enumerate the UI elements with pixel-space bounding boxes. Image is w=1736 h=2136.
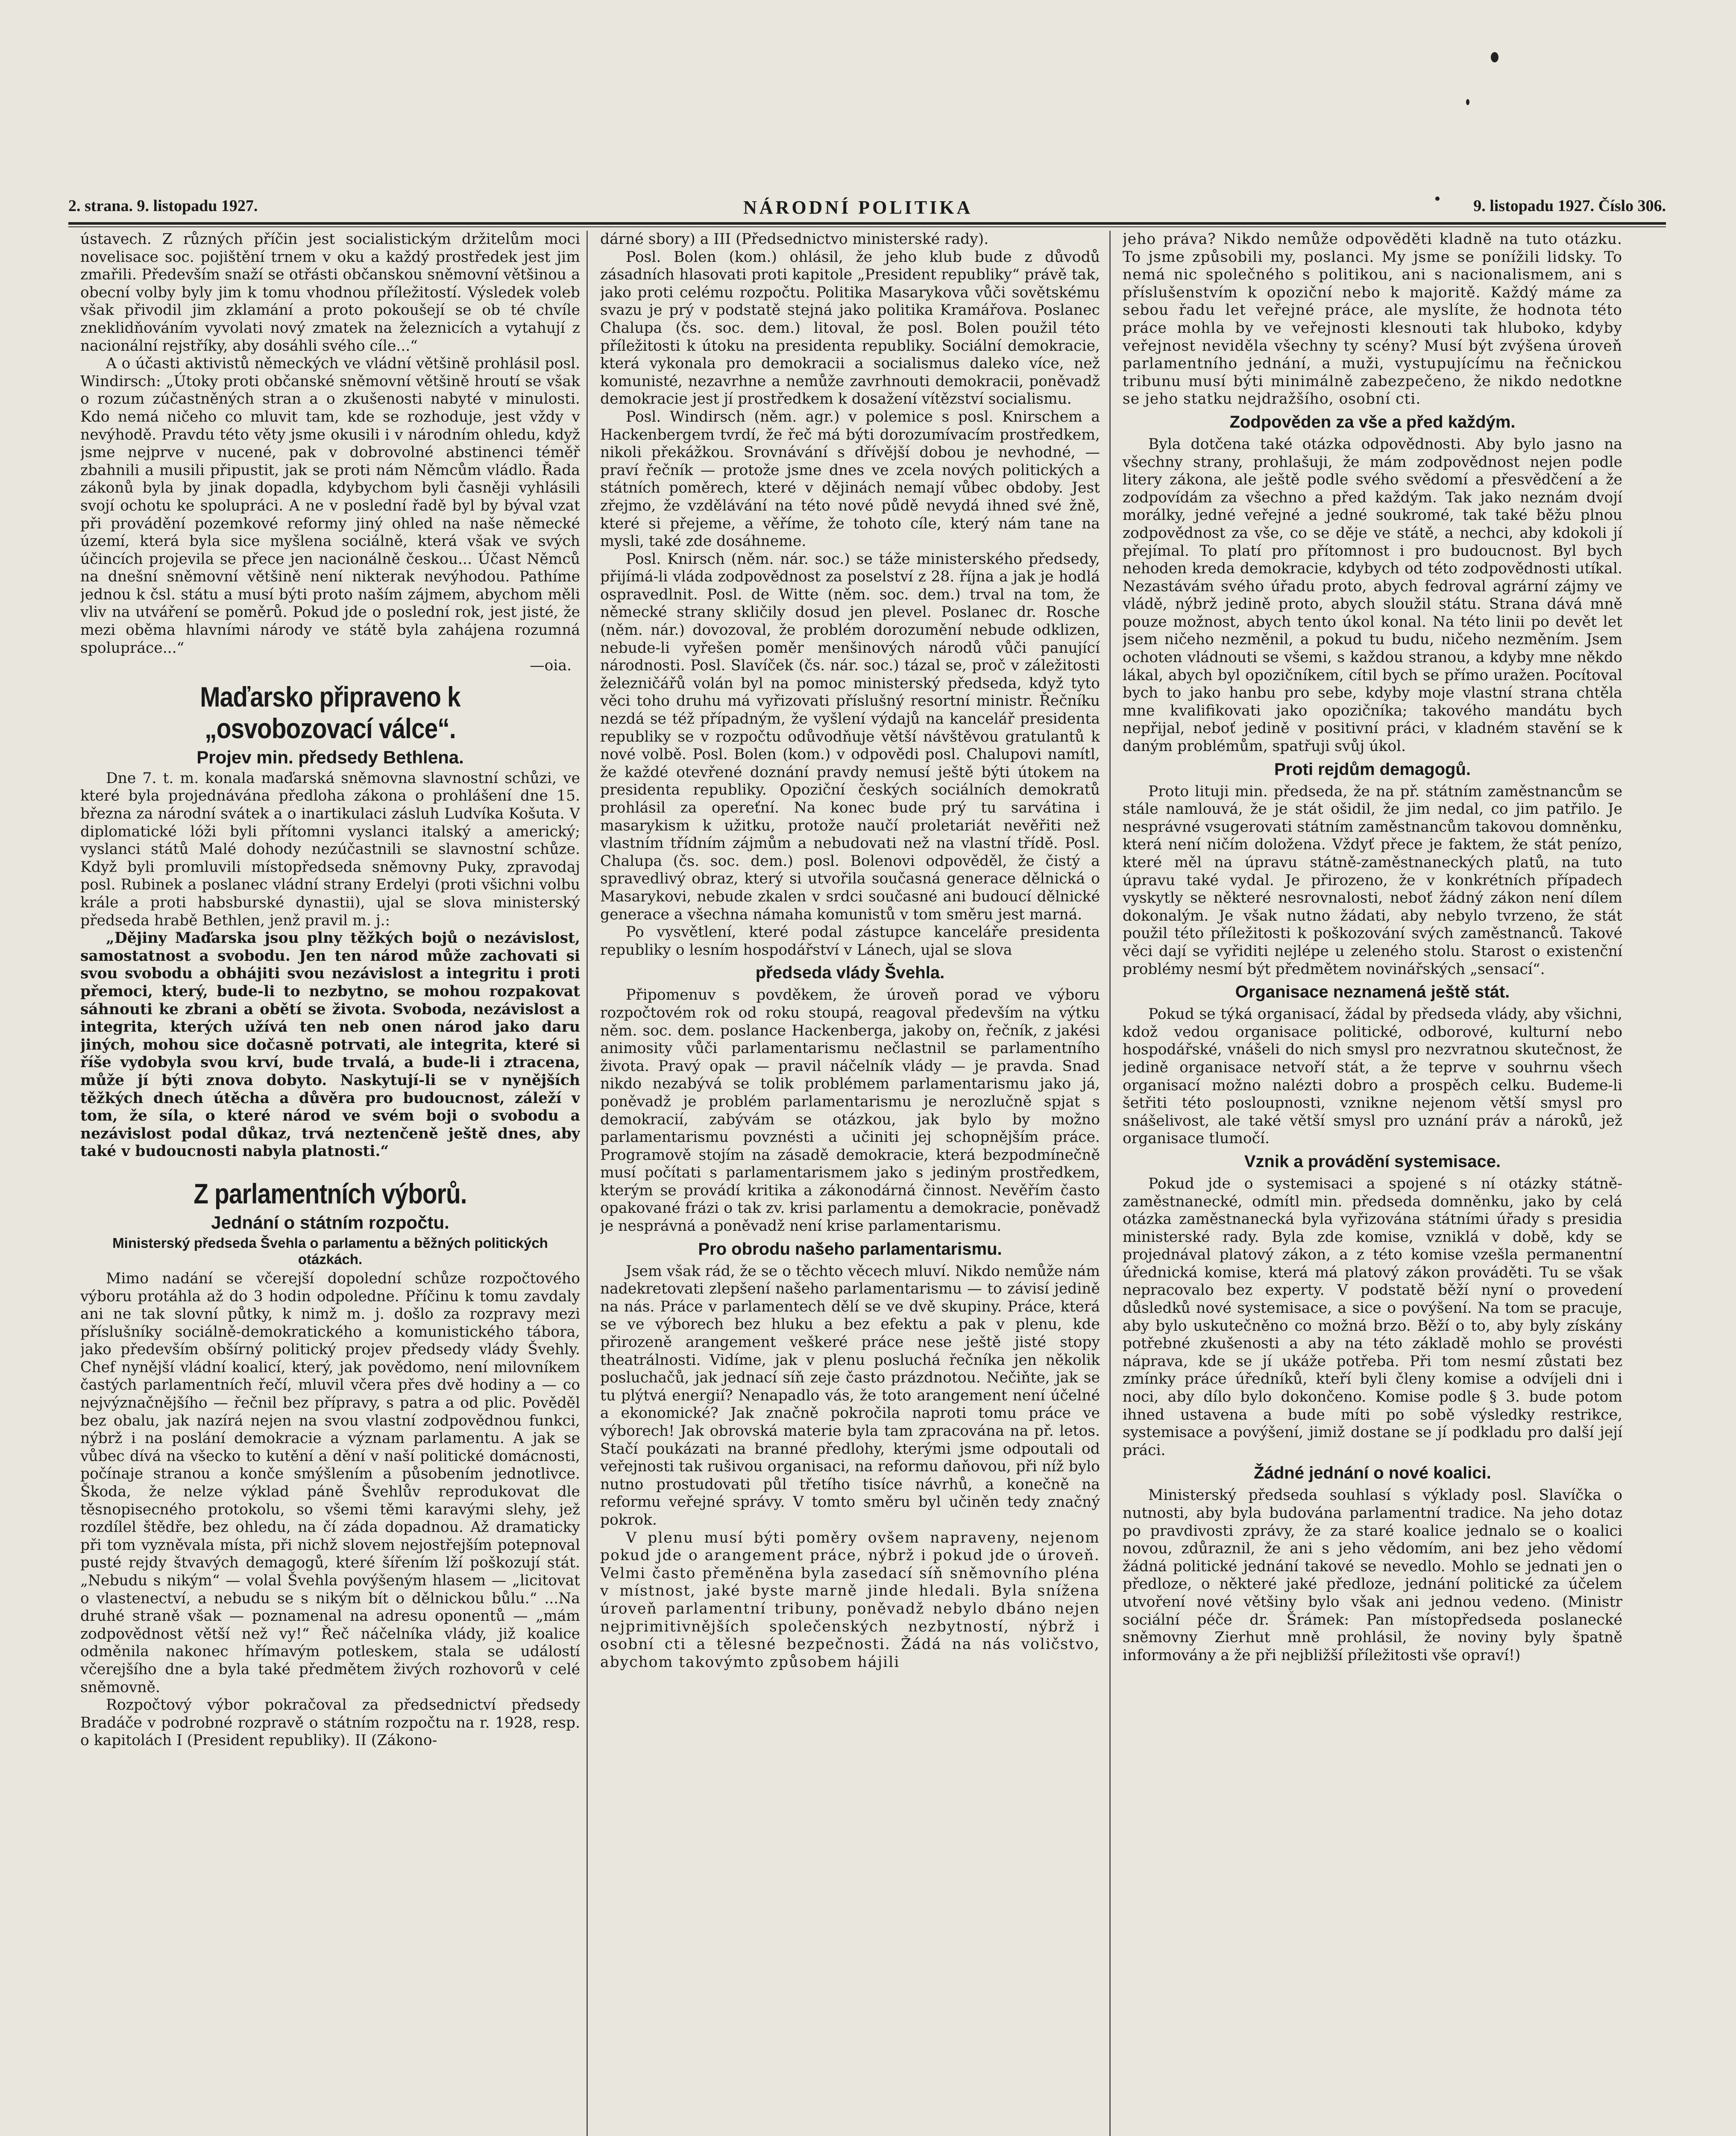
article-paragraph: Připomenuv s povděkem, že úroveň porad ve výboru rozpočtovém rok od roku stoupá, reagoval především na výtku něm. soc. dem. poslance Hackenberga, jakoby on, řečník, z jakési animosity vůči parlamentarismu nečlastnil se parlamentního života. Pravý opak — pravil náčelník vlády — je pravda. Snad nikdo nezabývá se tolik problémem parlamentarismu jako já, poněvadž je problém parlamentarismu je nerozlučně spjat s demokracií, zabývám se otázkou, jak bylo by možno parlamentarismu povznésti a učiniti jej schopnějším práce. Programově stojím na zásadě demokracie, která bezpodmínečně musí počítati s parlamentarismem jako s jediným prostředkem, kterým se provádí kritika a zákonodárná činnost. Nevěřím často opakované frázi o tak zv. krisi parlamentu a demokracie, poněvadž je nesprávná a poněvadž není krise parlamentarismu. [600, 986, 1100, 1235]
article-paragraph: Po vysvětlení, které podal zástupce kanceláře presidenta republiky o lesním hospodářství v Lánech, ujal se slova [600, 924, 1100, 959]
column-1 [80, 231, 580, 2136]
article-paragraph: Byla dotčena také otázka odpovědnosti. Aby bylo jasno na všechny strany, prohlašuji, že mám zodpovědnost nejen podle litery zákona, ale ještě podle svého svědomí a přesvědčení a že zodpovídám za všechno a před každým. Tak jako neznám dvojí morálky, jedné veřejné a jedné soukromé, tak také běžu plnou zodpovědnost za vše, co se děje ve státě, a nechci, aby kdokoli jí přejímal. To platí pro přítomnost i pro budoucnost. Byl bych nehoden kreda demokracie, kdybych od této zodpovědnosti utíkal. Nezastávám svého úřadu proto, abych fedroval agrární zájmy ve vládě, nýbrž jedině proto, abych sloužil státu. Strana dává mně pouze možnost, abych tento úkol konal. Na této linii po devět let jsem ničeho nezměnil, a pokud tu budu, ničeho nezměním. Jsem ochoten vládnouti se všemi, s každou stranou, a kdyby mne někdo lákal, abych byl opozičníkem, cítil bych se přímo uražen. Pocítoval bych to jako hanbu pro sebe, kdyby moje vlastní strana chtěla mne kvalifikovati jako opozičníka; takového mandátu bych nepřijal, neboť jedině v positivní práci, v kladném stavění se k daným problémům, spatřuji svůj úkol. [1123, 435, 1622, 755]
section-heading: Proti rejdům demagogů. [1274, 760, 1471, 779]
article-paragraph: Dne 7. t. m. konala maďarská sněmovna slavnostní schůzi, ve které byla projednávána předloha zákona o prohlášení dne 15. března za národní svátek a o inartikulaci zásluh Ludvíka Košuta. V diplomatické lóži byli přítomni vyslanci italský a americký; vyslanci států Malé dohody nezúčastnili se slavnostní schůze. Když byli promluvili místopředseda sněmovny Puky, zpravodaj posl. Rubinek a poslanec vládní strany Erdelyi (proti všichni volbu krále a proti habsburské dynastii), ujal se slova ministerský předseda hrabě Bethlen, jenž pravil m. j.: [80, 769, 580, 929]
subheadline-rozpoctu: Jednání o státním rozpočtu. [211, 1212, 449, 1232]
header-right: 9. listopadu 1927. Číslo 306. [1473, 197, 1666, 215]
ink-speck [1491, 52, 1498, 62]
column-divider [586, 231, 588, 2136]
section-heading: Žádné jednání o nové koalici. [1254, 1464, 1491, 1483]
ink-speck [1466, 99, 1469, 105]
article-paragraph: Rozpočtový výbor pokračoval za předsednictví předsedy Bradáče v podrobné rozpravě o státním rozpočtu na r. 1928, resp. o kapitolách I (President republiky). II (Zákono- [80, 1696, 580, 1749]
section-heading: Organisace neznamená ještě stát. [1235, 983, 1510, 1002]
article-signature: —oia. [530, 657, 572, 675]
article-paragraph: Jsem však rád, že se o těchto věcech mluví. Nikdo nemůže nám nadekretovati zlepšení našeho parlamentarismu — to závisí jedině na nás. Práce v parlamentech dělí se ve dvě skupiny. Práce, která se ve výborech bez hluku a bez efektu a pak v plenu, kde přirozeně arangement veškeré práce nese ještě jisté stopy theatrálnosti. Vidíme, jak v plenu posluchá řečníka jen několik posluchačů, jak jednací síň zeje často prázdnotou. Nečiňte, jak se tu plýtvá energií? Nenapadlo vás, že toto arangement není účelné a ekonomické? Jak značně pokročila naproti tomu práce ve výborech! Jak obrovská materie byla tam zpracována na př. letos. Stačí poukázati na branné předlohy, kterými jsme odpoutali od veřejnosti tak rušivou organisaci, na reformu daňovou, při níž bylo nutno prostudovati půl třetího tisíce návrhů, a konečně na reformu veřejné správy. V tomto směru byl učiněn tedy značný pokrok. [600, 1262, 1100, 1529]
section-heading: Zodpověden za vše a před každým. [1229, 412, 1516, 431]
subheadline-svehla: Ministerský předseda Švehla o parlamentu a běžných politických otázkách. [112, 1235, 548, 1267]
article-paragraph: Posl. Windirsch (něm. agr.) v polemice s posl. Knirschem a Hackenbergem tvrdí, že řeč má býti dorozumívacím prostředkem, nikoli překážkou. Srovnávání s dřívější dobou je nevhodné, — praví řečník — protože jsme dnes ve zcela nových politických a státních poměrech, které v dějinách nemají vůbec obdoby. Jest zřejmo, že vzdělávání na této nové půdě nevydá ihned své žně, které si přejeme, a věříme, že tohoto cíle, který nám tane na mysli, také zde dosáhneme. [600, 408, 1100, 550]
headline-vyboru: Z parlamentních výborů. [194, 1177, 467, 1209]
article-paragraph: jeho práva? Nikdo nemůže odpověděti kladně na tuto otázku. To jsme způsobili my, poslanci. My jsme se ponížili lidsky. To nemá nic společného s politikou, ani s nacionalismem, ani s příslušenstvím k opoziční nebo k majoritě. Každý máme za sebou řadu let veřejné práce, ale myslíte, že hodnota této práce mohla by ve veřejnosti klesnouti tak hluboko, kdyby veřejnost neviděla všechny ty scény? Musí být zvýšena úroveň parlamentního jednání, a muži, vystupujícímu na řečnickou tribunu musí býti minimálně zabezpečeno, že nikdo nedotkne se jeho statku nejdražšího, osobní cti. [1123, 231, 1622, 408]
column-3 [1123, 231, 1622, 2136]
article-paragraph: Mimo nadání se včerejší dopolední schůze rozpočtového výboru protáhla až do 3 hodin odpoledne. Příčinu k tomu zavdaly ani ne tak slovní půtky, k nimž m. j. došlo za rozpravy mezi příslušníky sociálně-demokratického a komunistického tábora, jako především obšírný politický projev předsedy vlády Švehly. Chef nynější vládní koalicí, který, jak povědomo, není milovníkem častých parlamentních řečí, mluvil včera přes dvě hodiny a — co nejvýznačnějšího — řečnil bez přípravy, s patra a od plic. Pověděl bez obalu, jak nazírá nejen na svou vlastní zodpovědnou funkci, nýbrž i na poslání demokracie a význam parlamentu. A jak se vůbec dívá na všecko to kutění a dění v naší politické domácnosti, počínaje stranou a konče smýšlením a působením jednotlivce. Škoda, že nelze výklad páně Švehlův reprodukovat dle těsnopisecného protokolu, so všemi těmi karavými slehy, jež rozdílel štědře, bez ohledu, na čí záda dopadnou. Až dramaticky při tom vyzněvala místa, při nichž slovem nejostřejším potepnoval pusté rejdy štvavých demagogů, které šířením lží poškozují stát. „Nebudu s nikým“ — volal Švehla povýšeným hlasem — „licitovat o vlastenectví, a nebudu se s nikým bít o dělnickou bůlu.“ ...Na druhé straně však — poznamenal na adresu oponentů — „mám zodpovědnost větší než vy!“ Řeč náčelníka vlády, již koalice odměnila nakonec hřímavým potleskem, stala se událostí včerejšího dne a byla také předmětem živých rozhovorů v celé sněmovně. [80, 1270, 580, 1696]
header-left: 2. strana. 9. listopadu 1927. [68, 197, 258, 215]
header-rule [68, 222, 1666, 225]
article-paragraph: ústavech. Z různých příčin jest socialistickým držitelům moci novelisace soc. pojištění trnem v oku a každý prostředek jest jim zmařili. Především snaží se otřásti občanskou sněmovní většinou a obecní volby byly jim k tomu vhodnou příležitostí. Výsledek voleb však přivodil jim zklamání a proto pokoušejí se ob té chvíle zneklidňováním vyvolati nový zmatek na železnicích a vytahují z nacionální rejstříky, aby dosáhli svého cíle...“ [80, 231, 580, 355]
article-paragraph: Pokud jde o systemisaci a spojené s ní otázky státně-zaměstnanecké, odmítl min. předseda domněnku, jako by celá otázka zaměstnanecká byla vyřizována státními úřady s presidia ministerské rady. Byla zde komise, vzniklá v době, kdy se projednával platový zákon, a z této komise vzešla permanentní úřednická komise, která má platový zákon prováděti. Tu se však nepracovalo bez experty. V podstatě běží nyní o provedení důsledků nové systemisace, a sice o povýšení. Na tom se pracuje, aby bylo uskutečněno co možná brzo. Běží o to, aby byly získány potřebné zkušenosti a aby na této základě mohlo se provésti náprava, kde se jí ukáže potřeba. Při tom nesmí zůstati bez zmínky práce úředníků, kteří byli členy komise a odvíjeli dni i noci, aby dílo bylo dokončeno. Komise podle § 3. bude potom ihned ustavena a bude míti po sobě výsledky restrikce, systemisace a povýšení, jimiž dostane se jí podkladu pro další její práci. [1123, 1175, 1622, 1459]
subheadline-bethlen: Projev min. předsedy Bethlena. [196, 747, 464, 767]
article-paragraph: V plenu musí býti poměry ovšem napraveny, nejenom pokud jde o arangement práce, nýbrž i pokud jde o úroveň. Velmi často přeměněna byla zasedací síň sněmovního pléna v místnost, jaké byste marně jinde hledali. Byla snížena úroveň parlamentní tribuny, poněvadž nebylo dbáno nejen nejprimitivnějších společenských nezbytností, nýbrž i osobní cti a tělesné bezpečnosti. Žádá na nás voličstvo, abychom takovýmto způsobem hájili [600, 1529, 1100, 1671]
article-quote: „Dějiny Maďarska jsou plny těžkých bojů o nezávislost, samostatnost a svobodu. Jen ten národ může zachovati si svou svobodu a obhájiti svou nezávislost a integritu i proti přemoci, který, bude-li to nezbytno, se mohou rozpakovat sáhnouti ke zbrani a obětí se života. Svoboda, nezávislost a integrita, kterých užívá ten neb onen národ jako daru jiných, mohou sice dočasně potrvati, ale integrita, které si říše vydobyla svou krví, bude trvalá, a bude-li i ztracena, může jí býti znova dobyto. Naskytují-li se v nynějších těžkých dnech útěcha a důvěra pro budoucnost, záleží v tom, že síla, o které národ ve svém boji o svobodu a nezávislost podal důkaz, trvá neztenčeně ještě dnes, aby také v budoucnosti nabyla platnosti.“ [80, 930, 580, 1160]
section-heading: Pro obrodu našeho parlamentarismu. [698, 1239, 1002, 1259]
column-divider [1109, 231, 1111, 2136]
header-rule-thin [68, 226, 1666, 227]
masthead [68, 197, 1666, 220]
article-paragraph: Posl. Bolen (kom.) ohlásil, že jeho klub bude z důvodů zásadních hlasovati proti kapitole „President republiky“ právě tak, jako proti celému rozpočtu. Politika Masarykova vůči sovětskému svazu je prý v podstatě stejná jako politika Kramářova. Poslanec Chalupa (čs. soc. dem.) litoval, že posl. Bolen použil této příležitosti k útoku na presidenta republiky. Sociální demokracie, která vykonala pro demokracii a socialismus daleko více, než komunisté, nezavrhne a nemůže zavrhnouti demokracii, poněvadž demokracie jest jí prostředkem k dosažení vítězství socialismu. [600, 248, 1100, 408]
header-center: NÁRODNÍ POLITIKA [743, 197, 973, 218]
section-heading: Vznik a provádění systemisace. [1244, 1152, 1501, 1171]
column-2 [600, 231, 1100, 2136]
headline-madarsko: Maďarsko připraveno k „osvobozovací válce“. [200, 681, 460, 744]
article-paragraph: Posl. Knirsch (něm. nár. soc.) se táže ministerského předsedy, přijímá-li vláda zodpovědnost za poselství z 28. října a jak je hodlá ospravedlnit. Posl. de Witte (něm. soc. dem.) trval na tom, že německé strany skličily dosud jen plevel. Poslanec dr. Rosche (něm. nár.) dovozoval, že problém dorozumění nebude odklizen, nebude-li vyřešen poměr menšinových národů vůči panující národnosti. Posl. Slavíček (čs. nár. soc.) tázal se, proč v záležitosti železničářů volán byl na pomoc ministerský předseda, když tyto věci toho druhu má vyřizovati příslušný resortní ministr. Řečníku nezdá se též případným, že vyšlení výdajů na kancelář presidenta republiky se v rozpočtu odůvodňuje větší návštěvou gratulantů k nové volbě. Posl. Bolen (kom.) v odpovědi posl. Chalupovi namítl, že každé otevřené doznání pravdy nemusí ještě býti útokem na presidenta republiky. Opoziční českých sociálních demokratů prohlásil za opereťní. Na konec bude prý tu sarvátina i masarykism k užitku, protože naučí proletariát nevěřiti než vlastním třídním zájmům a nebudovati než na vlastní třídě. Posl. Chalupa (čs. soc. dem.) posl. Bolenovi odpověděl, že čistý a spravedlivý obraz, který si utvořila současná generace dělnická o Masarykovi, nebude zkalen v srdci současné ani budoucí dělnické generace a všechna námaha komunistů v tom směru jest marná. [600, 550, 1100, 923]
article-paragraph: A o účasti aktivistů německých ve vládní většině prohlásil posl. Windirsch: „Útoky proti občanské sněmovní většině hroutí se však o rozum zúčastněných stran a o zkušenosti nabyté v minulosti. Kdo nemá ničeho co mluvit tam, kde se rozhoduje, jest vždy v nevýhodě. Pravdu této věty jsme okusili i v národním ohledu, když jsme nejprve v nucené, pak v dobrovolné abstinenci téměř zbahnili a musili připustit, jak se proti nám Němcům vládlo. Řada zákonů byla by jinak dopadla, kdybychom byli časněji vyhlásili svojí ochotu ke spolupráci. A ne v poslední řadě byl by býval vzat při provádění pozemkové reformy jiný ohled na naše německé území, která byla sice myšlena sociálně, která však ve svých účincích projevila se přece jen nacionálně českou... Účast Němců na dnešní sněmovní většině není nikterak nevýhodou. Pathíme jednou k čsl. státu a musí býti proto naším zájmem, abychom měli vliv na utváření se poměrů. Pokud jde o poslední rok, jest jisté, že mezi oběma hlavními národy ve státě byla zahájena rozumná spolupráce...“ [80, 355, 580, 657]
article-paragraph: Proto lituji min. předseda, že na př. státním zaměstnancům se stále namlouvá, že je stát ošidil, že jim nedal, co jim patřilo. Je nesprávné vsugerovati státním zaměstnancům takovou domněnku, která není ničím doložena. Vždyť přece je faktem, že stát penízo, které měl na úpravu státně-zaměstnaneckých platů, na tuto úpravu také vydal. Je přirozeno, že v konkrétních případech vyskytly se některé nesrovnalosti, neboť žádný zákon není dílem dokonalým. Je však nutno žádati, aby nebylo tvrzeno, že stát použil této příležitosti k poškozování svých zaměstnanců. Takové věci dají se vyřiditi nejlépe u zeleného stolu. Starost o existenční problémy nesmí být předmětem novinářských „sensací“. [1123, 783, 1622, 978]
article-paragraph: Ministerský předseda souhlasí s výklady posl. Slavíčka o nutnosti, aby byla budována parlamentní tradice. Na jeho dotaz po pravdivosti zprávy, že za staré koalice jednalo se o koalici novou, zdůraznil, že ani s jeho vědomím, ani bez jeho vědomí žádná politické jednání takové se nevedlo. Mohlo se jednati jen o předloze, o některé jaké předloze, jednání politické za účelem utvoření nové většiny bylo však ani jednou vedeno. (Ministr sociální péče dr. Šrámek: Pan místopředseda poslanecké sněmovny Zierhut mně prohlásil, že noviny byly špatně informovány a že při nejbližší příležitosti vše opraví!) [1123, 1487, 1622, 1664]
article-paragraph: Pokud se týká organisací, žádal by předseda vlády, aby všichni, kdož vedou organisace politické, odborové, kulturní nebo hospodářské, vnášeli do nich smysl pro nezvratnou skutečnost, že jedině organisace netvoří stát, a že teprve v souhrnu všech organisací možno nalézti dobro a prospěch celku. Budeme-li šetřiti této posloupnosti, vznikne nejenom větší smysl pro snášelivost, ale také větší smysl pro uznání práv a nároků, jež organisace tlumočí. [1123, 1006, 1622, 1147]
article-paragraph: dárné sbory) a III (Předsednictvo ministerské rady). [600, 231, 989, 248]
section-heading: předseda vlády Švehla. [755, 963, 945, 983]
